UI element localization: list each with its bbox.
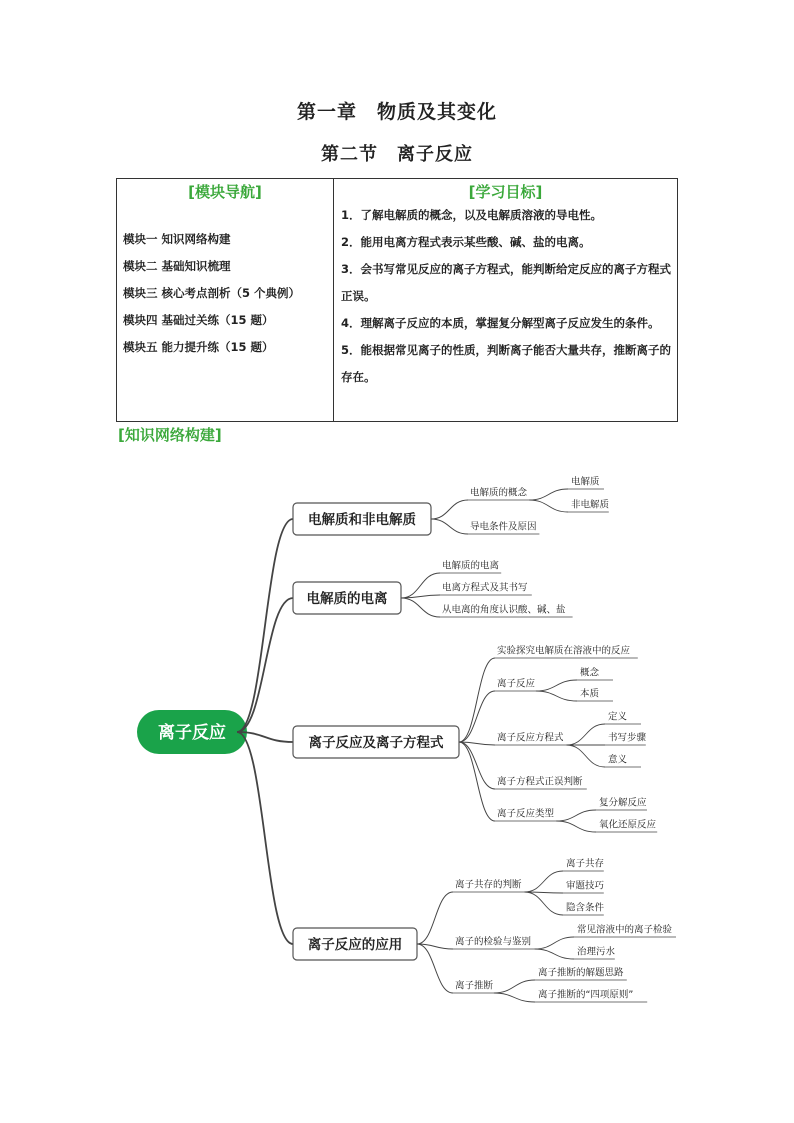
- module-navigation-cell: [117, 179, 334, 422]
- learning-goals-heading: [学习目标]: [468, 183, 543, 201]
- connector-line: [529, 500, 568, 512]
- leaf-label: 离子共存: [566, 858, 605, 870]
- chapter-title: 第一章 物质及其变化: [296, 101, 497, 123]
- connector-line: [529, 489, 568, 500]
- branch-node-label: 电解质和非电解质: [308, 512, 416, 528]
- subtopic-label: 电解质的概念: [470, 487, 528, 499]
- goal-item: 4．理解离子反应的本质，掌握复分解型离子反应发生的条件。: [341, 316, 660, 330]
- knowledge-mindmap: [0, 460, 794, 1020]
- root-node-label: 离子反应: [158, 723, 226, 743]
- connector-line: [536, 680, 577, 691]
- connector-line: [494, 993, 535, 1002]
- connector-line: [417, 944, 453, 949]
- connector-line: [535, 937, 574, 949]
- leaf-label: 概念: [580, 667, 600, 679]
- connector-line: [401, 573, 440, 598]
- subtopic-label: 电解质的电离: [442, 560, 500, 572]
- branch-node-label: 离子反应的应用: [307, 937, 403, 953]
- subtopic-label: 实验探究电解质在溶液中的反应: [497, 645, 631, 657]
- connector-line: [494, 980, 535, 993]
- connector-line: [566, 745, 605, 767]
- subtopic-label: 离子推断: [455, 980, 494, 992]
- leaf-label: 电解质: [571, 476, 600, 488]
- leaf-label: 复分解反应: [599, 797, 647, 809]
- subtopic-label: 离子反应类型: [497, 808, 555, 820]
- connector-line: [566, 724, 605, 745]
- knowledge-network-heading: [知识网络构建]: [118, 426, 222, 444]
- connector-line: [401, 595, 440, 598]
- module-item: 模块二 基础知识梳理: [123, 259, 231, 273]
- goal-list: [334, 202, 677, 391]
- leaf-label: 意义: [608, 754, 628, 766]
- goal-item: 2．能用电离方程式表示某些酸、碱、盐的电离。: [341, 235, 591, 249]
- connector-line: [535, 949, 574, 959]
- connector-line: [417, 944, 453, 993]
- learning-goals-cell: [334, 179, 678, 422]
- subtopic-label: 电离方程式及其书写: [442, 582, 528, 594]
- module-item: 模块五 能力提升练（15 题）: [123, 340, 274, 354]
- leaf-label: 离子推断的“四项原则”: [538, 989, 634, 1001]
- module-item: 模块一 知识网络构建: [123, 232, 231, 246]
- module-item: 模块三 核心考点剖析（5 个典例）: [123, 286, 301, 300]
- connector-line: [524, 871, 563, 892]
- connector-line: [556, 810, 596, 821]
- connector-line: [459, 742, 495, 821]
- connector-line: [401, 598, 440, 617]
- branch-node-label: 电解质的电离: [306, 591, 388, 607]
- subtopic-label: 离子共存的判断: [455, 879, 522, 891]
- connector-line: [237, 519, 293, 732]
- module-item: 模块四 基础过关练（15 题）: [123, 313, 274, 327]
- subtopic-label: 从电离的角度认识酸、碱、盐: [442, 604, 566, 616]
- connector-line: [431, 519, 468, 534]
- leaf-label: 审题技巧: [566, 880, 605, 892]
- connector-line: [536, 691, 577, 701]
- leaf-label: 非电解质: [571, 499, 610, 511]
- leaf-label: 书写步骤: [608, 732, 647, 744]
- subtopic-label: 离子反应方程式: [497, 732, 564, 744]
- subtopic-label: 离子的检验与鉴别: [455, 936, 532, 948]
- overview-table: [116, 178, 678, 422]
- branch-node-label: 离子反应及离子方程式: [308, 735, 444, 751]
- connector-line: [417, 892, 453, 944]
- leaf-label: 氧化还原反应: [599, 819, 657, 831]
- leaf-label: 治理污水: [577, 946, 616, 958]
- goal-item: 5．能根据常见离子的性质，判断离子能否大量共存，推断离子的存在。: [341, 343, 671, 384]
- subtopic-label: 导电条件及原因: [470, 521, 537, 533]
- connector-line: [431, 500, 468, 519]
- connector-line: [524, 892, 563, 915]
- leaf-label: 定义: [608, 711, 628, 723]
- leaf-label: 离子推断的解题思路: [538, 967, 624, 979]
- module-list: [117, 226, 333, 361]
- connector-line: [556, 821, 596, 832]
- section-title: 第二节 离子反应: [321, 144, 473, 165]
- leaf-label: 常见溶液中的离子检验: [577, 924, 673, 936]
- goal-item: 1．了解电解质的概念，以及电解质溶液的导电性。: [341, 208, 602, 222]
- connector-line: [459, 658, 495, 742]
- subtopic-label: 离子方程式正误判断: [497, 776, 583, 788]
- goal-item: 3．会书写常见反应的离子方程式，能判断给定反应的离子方程式正误。: [341, 262, 671, 303]
- connector-line: [237, 598, 293, 732]
- module-navigation-heading: [模块导航]: [188, 183, 262, 201]
- subtopic-label: 离子反应: [497, 678, 536, 690]
- connector-line: [237, 732, 293, 944]
- leaf-label: 本质: [580, 688, 600, 700]
- leaf-label: 隐含条件: [566, 902, 605, 914]
